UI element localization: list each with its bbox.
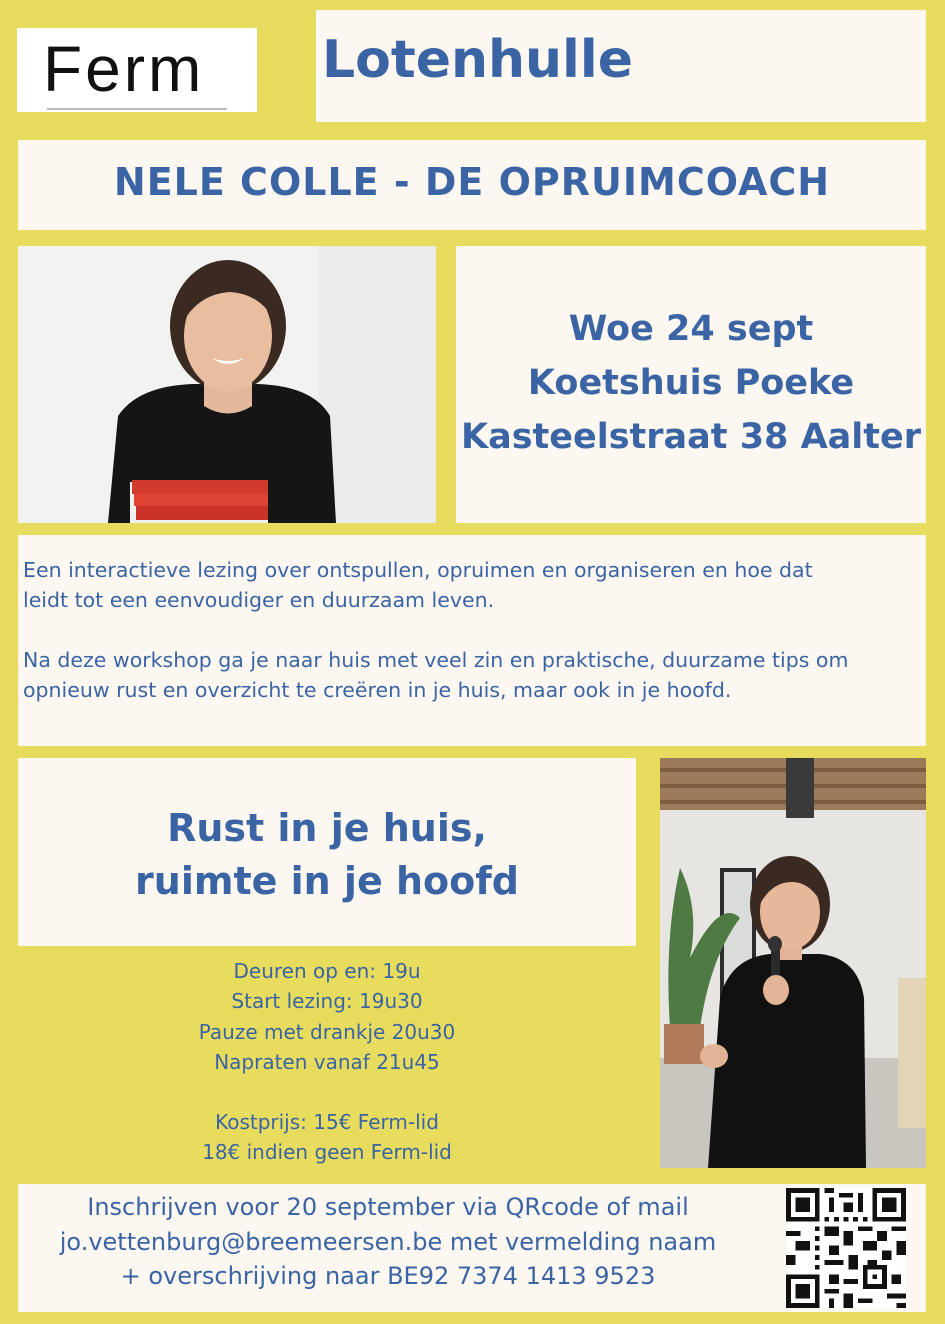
speaker-photo-microphone (660, 758, 926, 1168)
registration-line: Inschrijven voor 20 september via QRcode of mail (87, 1193, 689, 1221)
slogan-panel (18, 758, 636, 946)
event-details-panel (456, 246, 926, 523)
schedule-spacer (18, 1077, 636, 1107)
registration-email[interactable]: jo.vettenburg@breemeersen.be met vermelding naam (59, 1227, 717, 1256)
event-venue: Koetshuis Poeke (527, 363, 855, 403)
slogan-line-1: Rust in je huis, (167, 806, 487, 850)
ferm-logo (17, 28, 257, 112)
description-line: Na deze workshop ga je naar huis met veel zin en praktische, duurzame tips om (23, 648, 849, 672)
schedule-item: Deuren op en: 19u (233, 959, 421, 983)
schedule-item: Start lezing: 19u30 (231, 989, 423, 1014)
description-line: opnieuw rust en overzicht te creëren in je huis, maar ook in je hoofd. (23, 678, 732, 702)
description-line: leidt tot een eenvoudiger en duurzaam leven. (23, 588, 495, 612)
schedule-item: Napraten vanaf 21u45 (214, 1049, 440, 1074)
logo-text: Ferm (43, 33, 205, 105)
price-non-member: 18€ indien geen Ferm-lid (202, 1140, 452, 1165)
price-member: Kostprijs: 15€ Ferm-lid (215, 1110, 439, 1135)
description-panel (18, 535, 926, 746)
description-line: Een interactieve lezing over ontspullen, opruimen en organiseren en hoe dat (23, 558, 813, 582)
schedule-item: Pauze met drankje 20u30 (198, 1019, 456, 1044)
registration-text (18, 1190, 758, 1294)
speaker-panel (18, 140, 926, 230)
speaker-name: NELE COLLE - DE OPRUIMCOACH (113, 160, 831, 204)
qr-code[interactable] (786, 1188, 906, 1308)
event-date: Woe 24 sept (568, 309, 814, 349)
registration-line: + overschrijving naar BE92 7374 1413 9523 (120, 1262, 656, 1290)
title-panel (316, 10, 926, 122)
page-title: Lotenhulle (322, 30, 633, 90)
event-address: Kasteelstraat 38 Aalter (460, 417, 922, 457)
description-paragraph-2 (23, 645, 926, 705)
speaker-photo-books (18, 246, 436, 523)
description-paragraph-1 (23, 555, 926, 615)
logo-underline (47, 108, 227, 110)
slogan-line-2: ruimte in je hoofd (135, 859, 519, 903)
schedule (18, 956, 636, 1168)
